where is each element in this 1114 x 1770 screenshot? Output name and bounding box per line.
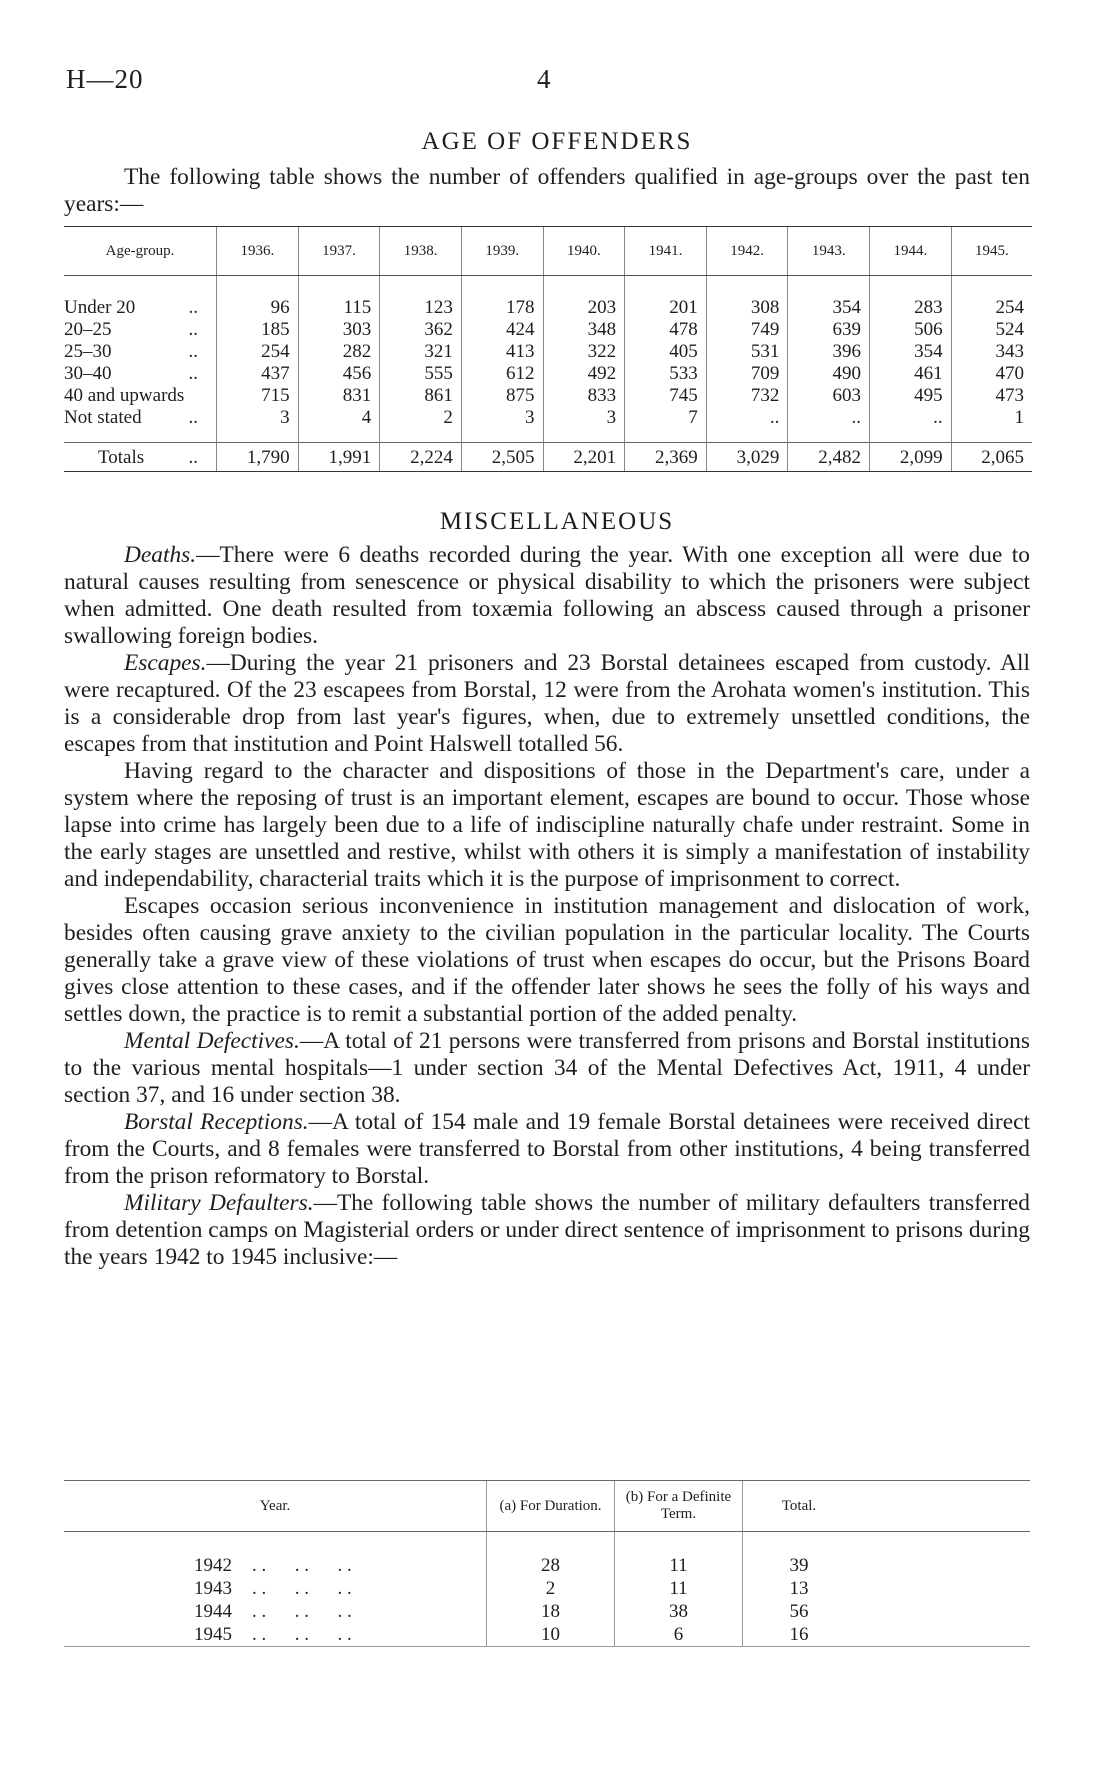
year-label: 1944	[194, 1600, 232, 1622]
age-value-cell: 185	[217, 318, 299, 340]
total-value-cell: 2,482	[788, 443, 870, 472]
age-value-cell: 490	[788, 362, 870, 384]
year-header: 1939.	[461, 227, 543, 276]
age-value-cell: 2	[380, 406, 462, 428]
age-value-cell: 254	[951, 296, 1032, 318]
age-value-cell: 524	[951, 318, 1032, 340]
year-header: 1943.	[788, 227, 870, 276]
total-cell: 39	[743, 1554, 856, 1577]
age-value-cell: 322	[543, 340, 625, 362]
year-label: 1945	[194, 1623, 232, 1645]
mental-heading: Mental Defectives.	[124, 1028, 300, 1054]
age-value-cell: 3	[543, 406, 625, 428]
age-value-cell: 833	[543, 384, 625, 406]
age-section-title: AGE OF OFFENDERS	[421, 128, 693, 155]
year-header: 1940.	[543, 227, 625, 276]
age-group-label: 25–30	[64, 340, 112, 362]
age-intro-text: The following table shows the number of offenders qualified in age-groups over the past ten years:—	[64, 164, 1030, 217]
leader-dots: ..	[188, 406, 198, 428]
age-value-cell: 283	[870, 296, 952, 318]
age-value-cell: 437	[217, 362, 299, 384]
total-column-header: Total.	[743, 1481, 856, 1532]
military-table-body	[64, 1532, 1030, 1647]
escapes-paragraph	[64, 650, 1030, 758]
age-group-label: Not stated	[64, 406, 142, 428]
total-cell: 16	[743, 1623, 856, 1647]
age-value-cell: 612	[461, 362, 543, 384]
duration-cell: 10	[487, 1623, 615, 1647]
age-value-cell: 555	[380, 362, 462, 384]
age-value-cell: 396	[788, 340, 870, 362]
age-table-row	[64, 362, 1032, 384]
age-value-cell: 201	[625, 296, 707, 318]
age-value-cell: 732	[706, 384, 788, 406]
total-value-cell: 2,099	[870, 443, 952, 472]
age-value-cell: 603	[788, 384, 870, 406]
age-table-body	[64, 276, 1032, 472]
age-value-cell: 405	[625, 340, 707, 362]
definite-cell: 38	[615, 1600, 743, 1623]
age-value-cell: 362	[380, 318, 462, 340]
age-value-cell: 354	[870, 340, 952, 362]
age-value-cell: 875	[461, 384, 543, 406]
leader-dots: ..	[188, 362, 198, 384]
age-value-cell: 1	[951, 406, 1032, 428]
age-group-cell	[64, 384, 217, 406]
age-value-cell: 308	[706, 296, 788, 318]
definite-cell: 11	[615, 1554, 743, 1577]
age-group-cell	[64, 296, 217, 318]
borstal-receptions-paragraph	[64, 1109, 1030, 1190]
age-value-cell: 709	[706, 362, 788, 384]
borstal-text: —A total of 154 male and 19 female Borstal detainees were received direct from the Courts, and 8 females were transferred to Borstal from other institutions, 4 being transferred from the prison reformatory to Borstal.	[64, 1109, 1030, 1189]
total-value-cell: 1,991	[298, 443, 380, 472]
military-table-header	[64, 1481, 1030, 1532]
age-value-cell: 533	[625, 362, 707, 384]
year-header: 1945.	[951, 227, 1032, 276]
age-group-cell	[64, 318, 217, 340]
duration-cell: 18	[487, 1600, 615, 1623]
totals-label-cell	[64, 443, 217, 472]
year-header: 1937.	[298, 227, 380, 276]
age-value-cell: 254	[217, 340, 299, 362]
leader-dots: ..	[188, 296, 198, 318]
age-value-cell: 470	[951, 362, 1032, 384]
age-value-cell: 831	[298, 384, 380, 406]
year-header: 1941.	[625, 227, 707, 276]
age-value-cell: 303	[298, 318, 380, 340]
age-value-cell: 7	[625, 406, 707, 428]
borstal-heading: Borstal Receptions.	[124, 1109, 309, 1135]
total-value-cell: 1,790	[217, 443, 299, 472]
year-label: 1943	[194, 1577, 232, 1599]
age-group-cell	[64, 362, 217, 384]
age-table-row	[64, 384, 1032, 406]
leader-dots: ..	[188, 446, 198, 468]
military-table-row	[64, 1577, 1030, 1600]
definite-term-column-header: (b) For a Definite Term.	[615, 1481, 743, 1532]
age-value-cell: 413	[461, 340, 543, 362]
military-defaulters-table	[64, 1480, 1030, 1647]
year-label: 1942	[194, 1554, 232, 1576]
misc-section-title: MISCELLANEOUS	[439, 508, 675, 535]
age-intro	[64, 164, 1030, 218]
age-group-label: Under 20	[64, 296, 136, 318]
year-header: 1936.	[217, 227, 299, 276]
total-value-cell: 2,201	[543, 443, 625, 472]
age-value-cell: 473	[951, 384, 1032, 406]
year-cell	[64, 1577, 487, 1600]
age-value-cell: 3	[461, 406, 543, 428]
leader-dots: . . . . . .	[252, 1600, 352, 1622]
age-value-cell: 96	[217, 296, 299, 318]
year-header: 1942.	[706, 227, 788, 276]
age-value-cell: 861	[380, 384, 462, 406]
age-group-label: 30–40	[64, 362, 112, 384]
age-value-cell: 115	[298, 296, 380, 318]
total-value-cell: 2,369	[625, 443, 707, 472]
year-column-header: Year.	[64, 1481, 487, 1532]
age-value-cell: 178	[461, 296, 543, 318]
escapes-heading: Escapes.	[124, 650, 207, 676]
age-table-row	[64, 318, 1032, 340]
age-group-cell	[64, 340, 217, 362]
definite-cell: 6	[615, 1623, 743, 1647]
age-group-header: Age-group.	[64, 227, 217, 276]
duration-cell: 28	[487, 1554, 615, 1577]
leader-dots: ..	[188, 340, 198, 362]
duration-column-header: (a) For Duration.	[487, 1481, 615, 1532]
leader-dots: ..	[188, 318, 198, 340]
escapes-text: —During the year 21 prisoners and 23 Borstal detainees escaped from custody. All were recaptured. Of the 23 escapees from Borstal, 12 were from the Arohata women's institution. This is a considerable drop from last year's figures, when, due to extremely unsettled conditions, the escapes from that institution and Point Halswell totalled 56.	[64, 650, 1030, 757]
age-value-cell: 715	[217, 384, 299, 406]
military-table-row	[64, 1600, 1030, 1623]
military-text: —The following table shows the number of military defaulters transferred from detention camps on Magisterial orders or under direct sentence of imprisonment to prisons during the years 1942 to 1945 inclusive:—	[64, 1190, 1030, 1270]
mental-defectives-paragraph	[64, 1028, 1030, 1109]
year-cell	[64, 1600, 487, 1623]
age-of-offenders-table	[64, 226, 1032, 472]
total-value-cell: 2,065	[951, 443, 1032, 472]
total-cell: 56	[743, 1600, 856, 1623]
deaths-paragraph	[64, 542, 1030, 650]
age-value-cell: 531	[706, 340, 788, 362]
totals-label: Totals	[98, 446, 145, 468]
age-value-cell: ..	[788, 406, 870, 428]
year-cell	[64, 1554, 487, 1577]
military-table-row	[64, 1623, 1030, 1647]
total-cell: 13	[743, 1577, 856, 1600]
age-value-cell: 506	[870, 318, 952, 340]
age-value-cell: 282	[298, 340, 380, 362]
age-value-cell: 456	[298, 362, 380, 384]
military-heading: Military Defaulters.	[124, 1190, 314, 1216]
mental-text: —A total of 21 persons were transferred from prisons and Borstal institutions to the various mental hospitals—1 under section 34 of the Mental Defectives Act, 1911, 4 under section 37, and 16 under section 38.	[64, 1028, 1030, 1108]
totals-row	[64, 443, 1032, 472]
age-value-cell: 639	[788, 318, 870, 340]
total-value-cell: 2,505	[461, 443, 543, 472]
age-value-cell: 495	[870, 384, 952, 406]
age-table-row	[64, 340, 1032, 362]
misc-body	[64, 542, 1030, 1271]
age-group-cell	[64, 406, 217, 428]
leader-dots: . . . . . .	[252, 1577, 352, 1599]
year-header: 1938.	[380, 227, 462, 276]
age-value-cell: 478	[625, 318, 707, 340]
age-value-cell: 492	[543, 362, 625, 384]
age-group-label: 40 and upwards	[64, 384, 185, 406]
age-table-header	[64, 227, 1032, 276]
leader-dots: . . . . . .	[252, 1623, 352, 1645]
deaths-heading: Deaths.	[124, 542, 197, 568]
year-header: 1944.	[870, 227, 952, 276]
age-value-cell: 424	[461, 318, 543, 340]
leader-dots: . . . . . .	[252, 1554, 352, 1576]
report-code: H—20	[66, 64, 144, 94]
age-value-cell: 343	[951, 340, 1032, 362]
age-value-cell: 348	[543, 318, 625, 340]
military-defaulters-paragraph	[64, 1190, 1030, 1271]
page-number: 4	[537, 64, 551, 94]
occasion-paragraph: Escapes occasion serious inconvenience in institution management and dislocation of work, besides often causing grave anxiety to the civilian population in the particular locality. The Courts generally take a grave view of these violations of trust when escapes do occur, but the Prisons Board gives close attention to these cases, and if the offender later shows he sees the folly of his ways and settles down, the practice is to remit a substantial portion of the added penalty.	[64, 893, 1030, 1027]
total-value-cell: 3,029	[706, 443, 788, 472]
deaths-text: —There were 6 deaths recorded during the year. With one exception all were due to natural causes resulting from senescence or physical disability to which the prisoners were subject when admitted. One death resulted from toxæmia following an abscess caused through a prisoner swallowing foreign bodies.	[64, 542, 1030, 649]
age-value-cell: 123	[380, 296, 462, 318]
age-table-row	[64, 296, 1032, 318]
age-value-cell: 745	[625, 384, 707, 406]
definite-cell: 11	[615, 1577, 743, 1600]
regard-paragraph: Having regard to the character and dispositions of those in the Department's care, under a system where the reposing of trust is an important element, escapes are bound to occur. Those whose lapse into crime has largely been due to a life of indiscipline naturally chafe under restraint. Some in the early stages are unsettled and restive, whilst with others it is simply a manifestation of instability and independability, characterial traits which it is the purpose of imprisonment to correct.	[64, 758, 1030, 892]
age-value-cell: ..	[706, 406, 788, 428]
age-table-row	[64, 406, 1032, 428]
age-value-cell: 321	[380, 340, 462, 362]
age-value-cell: 354	[788, 296, 870, 318]
age-value-cell: 3	[217, 406, 299, 428]
age-value-cell: ..	[870, 406, 952, 428]
age-value-cell: 203	[543, 296, 625, 318]
duration-cell: 2	[487, 1577, 615, 1600]
age-group-label: 20–25	[64, 318, 112, 340]
age-value-cell: 4	[298, 406, 380, 428]
total-value-cell: 2,224	[380, 443, 462, 472]
age-value-cell: 749	[706, 318, 788, 340]
year-cell	[64, 1623, 487, 1647]
military-table-row	[64, 1554, 1030, 1577]
age-value-cell: 461	[870, 362, 952, 384]
